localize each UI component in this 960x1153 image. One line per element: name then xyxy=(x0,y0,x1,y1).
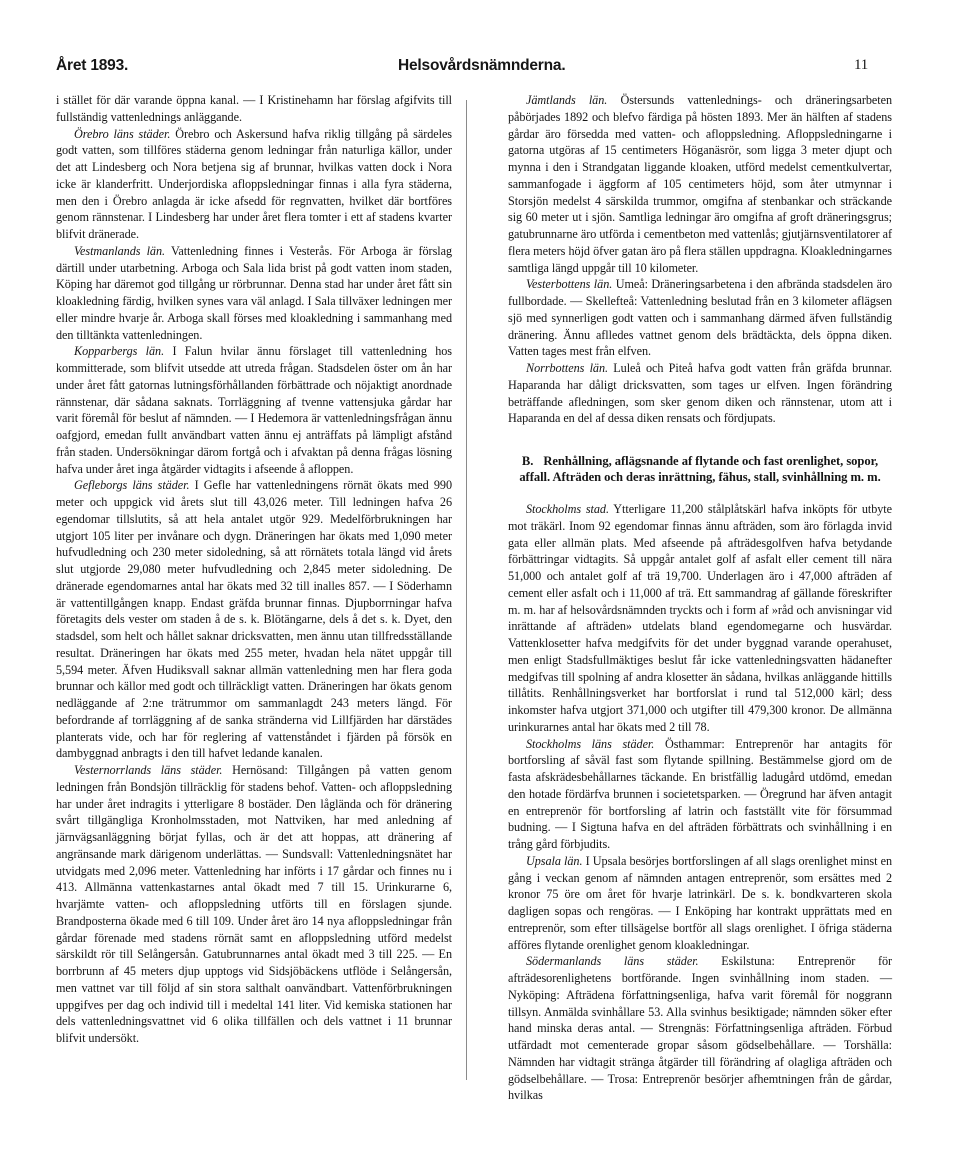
paragraph-text: Eskilstuna: Entreprenör för afträdesorenlighetens bortförande. Ingen svinhållning inom staden. — Nyköping: Afträdena författningsenliga, hafva varit föremål för noggrann tillsyn. Anmälda svinhållare 53. Alla svinhus besiktigade; nämnden söker efter hand minska deras antal. — Strengnäs: Författningsenliga afträden. Förbud utfärdadt mot cementerade gropar såsom gödselbehållare. — Torshälla: Nämnden har vidtagit stränga åtgärder till förändring af olagliga afträden och gödselbehållare. — Trosa: Entreprenör besörjer afhemtningen från de gårdar, hvilkas xyxy=(508,954,893,1103)
paragraph-text: Östhammar: Entreprenör har antagits för bortforsling af såväl fast som flytande spillning. Bestämmelse gjord om de fasta afskrädesbehållarnes täckande. En bristfällig ladugård utdömd, emedan den hotade fördärfva brunnen i societetsparken. — Öregrund har äfven antagit en entreprenör för bortforsling af latrin och fastställt vite för försummad budning. — I Sigtuna hafva en del afträden förbättrats och svinhållning i en trång gård förbjudits. xyxy=(508,736,892,851)
paragraph-text: Örebro och Askersund hafva riklig tillgång på särdeles godt vatten, som tillföres städerna genom ledningar från naturliga källor, under det att Lindesberg och Nora betjena sig af brunnar, hvilkas vatten dock i Nora icke är klanderfritt. Underjordiska afloppsledningar finnas i alla fyra städerna, men den i Örebro anlagda är icke afsedd för regnvatten, hvilket där bortföres genom rännstenar. I Lindesberg har under året flera tomter i ett af stadens kvarter blifvit dränerade. xyxy=(56,126,452,241)
paragraph xyxy=(508,92,892,276)
section-heading: Vestmanlands län. xyxy=(74,243,165,258)
column-divider xyxy=(466,100,467,1080)
paragraph-text: Vattenledning finnes i Vesterås. För Arboga är förslag därtill under utarbetning. Arboga och Sala lida brist på godt vatten inom staden, Köping har däremot god tillgång ur rörbrunnar. Denna stad har under året fått sin kloakledning färdig, hvilken synes vara väl anlagd. I Sala tillväxer ledningen mer eller mindre hvarje år. Arboga skall förses med kloakledning i sammanhang med den tilltänkta vattenledningen. xyxy=(56,243,453,342)
paragraph xyxy=(56,126,452,243)
section-heading: Vesterbottens län. xyxy=(526,277,613,292)
section-heading: Örebro läns städer. xyxy=(74,126,171,141)
paragraph xyxy=(508,736,892,853)
section-heading: Stockholms stad. xyxy=(526,502,609,516)
left-column xyxy=(56,92,452,1047)
section-heading: Gefleborgs läns städer. xyxy=(74,478,190,493)
paragraph xyxy=(508,953,892,1104)
section-letter: B. xyxy=(521,454,534,468)
paragraph xyxy=(56,92,452,126)
section-heading: Vesternorrlands läns städer. xyxy=(74,763,223,777)
paragraph xyxy=(508,276,892,360)
paragraph xyxy=(56,477,452,762)
section-heading: Kopparbergs län. xyxy=(74,344,165,359)
section-heading: Stockholms läns städer. xyxy=(526,736,655,751)
paragraph xyxy=(56,243,452,344)
section-b-heading xyxy=(508,453,892,485)
paragraph-text: Östersunds vattenlednings- och dräneringsarbeten påbörjades 1892 och blefvo färdiga på hösten 1893. Mer än hälften af stadens gårdar äro försedda med vatten- och afloppsledning. Afloppsledningarne i gatorna utgöras af 15 centimeters Höganäsrör, som ligga 3 meter djupt och mynna i den i Strandgatan liggande kloaken, utförd medelst cementkulvertar, sammanfogade i äggform af 105 centimeters höjd, som åter utmynnar i Storsjön medelst 4 särskilda trummor, omgifna af stenbankar och sträckande sig 60 meter ut i sjön. Samtliga ledningar äro omgifna af groft dräneringsgrus; gatubrunnarne äro utförda i cementbeton med vattenlås; gjutjärnsventilatorer af flera meters höjd öfver gatan äro på flera ställen uppdragna. Kloakledningarnes samtliga längd uppgår till 10 kilometer. xyxy=(508,93,892,275)
paragraph-text: i stället för där varande öppna kanal. — I Kristinehamn har förslag afgifvits till fullständig vattenlednings anläggande. xyxy=(56,93,452,124)
running-header xyxy=(56,57,868,81)
section-heading: Jämtlands län. xyxy=(526,93,608,107)
paragraph-text: Hernösand: Tillgången på vatten genom ledningen från Bondsjön tillräcklig för stadens behof. Vatten- och afloppsledning har under året indragits i ytterligare 8 bostäder. Den låglända och för dränering svårt tillgängliga Kronholmsstaden, mot Nattviken, har med anledning af järnvägsanläggning börjat fyllas, och är det att hoppas, att dränering af angränsande mark därigenom underlättas. — Sundsvall: Vattenledningsnätet har utvidgats med 2,096 meter. Vattenledning har införts i 17 gårdar och finnes nu i 413. Allmänna vattenkastarnes antal ökadt med 7 till 15. Urinkurarne 6, hvarjämte vatten- och afloppsledning utförts till en förslagen sjunde. Brandposterna ökade med 6 till 109. Under året äro 14 nya afloppsledningar från gårdar förenade med stadens rörnät samt en afloppsledning utförd medelst särskildt rör till Selångersån. Gatubrunnarnes antal ökadt med 3 till 225. — En borrbrunn af 45 meters djup upptogs vid Sidsjöbäckens utflöde i Selångersån, men vattnet var till följd af sin stora salthalt oanvändbart. Vattenförbrukningen uppgifves per dag och individ till i medeltal 141 liter. Vid kemiska stationen har dels vattenledningsvattnet vid 6 olika tillfällen och dels vattnet i 11 brunnar blifvit undersökt. xyxy=(56,763,452,1045)
paragraph xyxy=(56,343,452,477)
header-title: Helsovårdsnämnderna. xyxy=(398,57,566,74)
section-heading: Södermanlands läns städer. xyxy=(526,954,699,969)
section-heading: Upsala län. xyxy=(526,853,583,868)
paragraph-text: Ytterligare 11,200 stålplåtskärl hafva inköpts för utbyte mot träkärl. Inom 92 egendomar finnas ännu afträden, som äro förlagda invid gata eller allmän plats. Med afseende på afträdesgolfven hafva betydande förbättringar vidtagits. Så uppgår antalet golf af asfalt eller cement till nära 51,000 och antalet golf af trä 19,700. Underlagen äro i 47,000 afträden af cement eller asfalt och i 11,000 af trä. Ett sammandrag af gällande föreskrifter m. m. har af helsovårdsnämnden tryckts och i form af »råd och anvisningar vid inrättande af afträden» utdelats bland egendomegarne och husvärdar. Vattenklosetter hafva medgifvits för det under byggnad varande operahuset, men enligt Stadsfullmäktiges beslut får icke vattenledningsvatten hädanefter medgifvas till spolning af andra klosetter än sådana, hvilkas anläggande hittills tillåtits. Renhållningsverket har bortforslat i rund tal 512,000 kärl; dess inkomster hafva utgjort 371,000 och utgifter till 479,300 kronor. De allmänna urinkurarnes antal har ökats med 2 till 78. xyxy=(508,502,892,734)
section-heading: Norrbottens län. xyxy=(526,361,609,375)
paragraph xyxy=(508,501,892,736)
paragraph xyxy=(508,360,892,427)
paragraph-text: Umeå: Dräneringsarbetena i den afbrända stadsdelen äro fullbordade. — Skellefteå: Vattenledning beslutad från en 3 kilometer aflägsen sjö med synnerligen godt vatten och i sammanhang därmed äfven fullständig dränering. Ännu aflledes vattnet genom dels brädtäckta, dels öppna diken. Vatten tages mest från elfven. xyxy=(508,277,892,359)
page-number: 11 xyxy=(853,57,868,73)
section-b-title: Renhållning, aflägsnande af flytande och fast orenlighet, sopor, affall. Afträden och deras inrättning, fähus, stall, svinhållning m. m. xyxy=(519,454,881,484)
paragraph xyxy=(56,762,452,1047)
paragraph-text: I Falun hvilar ännu förslaget till vattenledning hos kommitterade, som blifvit utsedde att utreda frågan. Stadsdelen öster om ån har under året fått gatornas lutningsförhållanden förbättrade och nöjaktigt anordnade rännstenar, där sådana saknats. Torrläggning af tvenne vattensjuka gårdar har varit föremål för beslut af nämnden. — I Hedemora är vattenledningsfrågan ännu oafgjord, emedan fullt användbart vatten ännu ej anträffats på lämpligt afstånd från staden. Undersökningar därom fortgå och i afvaktan på denna frågas lösning hafva under året inga åtgärder vidtagits i afseende å afloppen. xyxy=(56,344,452,476)
header-year: Året 1893. xyxy=(56,57,129,74)
paragraph-text: Luleå och Piteå hafva godt vatten från gräfda brunnar. Haparanda har dåligt dricksvatten, som tages ur elfven. Ingen förändring beträffande afledningen, som sker genom diken och rännstenar, utom att i Haparanda en del af dessa diken rensats och fördjupats. xyxy=(508,361,892,426)
right-column xyxy=(508,92,892,1104)
paragraph-text: I Upsala besörjes bortforslingen af all slags orenlighet minst en gång i veckan genom af nämnden antagen entreprenör, som ersättes med 2 kronor 75 öre om året för hvarje latrinkärl. De s. k. bondkvarteren skola dagligen sopas och rengöras. — I Enköping har kontrakt upprättats med en entreprenör, som efter tillsägelse bortför all slags orenlighet. I öfriga städerna afföres flytande orenlighet genom kloakledningar. xyxy=(508,853,892,952)
paragraph xyxy=(508,853,892,954)
paragraph-text: I Gefle har vattenledningens rörnät ökats med 990 meter och uppgick vid årets slut till 43,026 meter. Till ledningen hafva 26 egendomar tillslutits, så att hela antalet utgör 929. Medelförbrukningen har utgjort 105 liter per invånare och dygn. Dräneringen har ökats med 1,090 meter hufvudledning och 230 meter sidoledning, så att rörnätets totala längd vid årets slut utgjorde 29,080 meter hufvudledning och 2,845 meter sidoledning. De dränerade egendomarnes antal har ökats med 32 till inalles 857. — I Söderhamn är vattentillgången knapp. Endast gräfda brunnar finnas. Djupborrningar hafva företagits dels vester om staden å de s. k. Blötängarne, dels å det s. k. Dyet, den stadsdel, som helt och hållet saknar dricksvatten, men ännu utan tillfredsställande resultat. Dräneringen har ökats med 255 meter, hvadan hela nätet uppgår till 5,594 meter. Äfven Hudiksvall saknar allmän vattenledning men har flera goda brunnar och källor med godt och tillräckligt vatten. Dräneringen har ökats genom nedläggande af 2:ne trätrummor om sammanlagdt 243 meters längd. För befordrande af torrläggning af de sanka stränderna vid Lillfjärden har därstädes planterats vide, och har för reglering af vattenståndet i fjärden på försök en dambyggnad anbragts i den till hafvet ledande kanalen. xyxy=(56,478,452,761)
